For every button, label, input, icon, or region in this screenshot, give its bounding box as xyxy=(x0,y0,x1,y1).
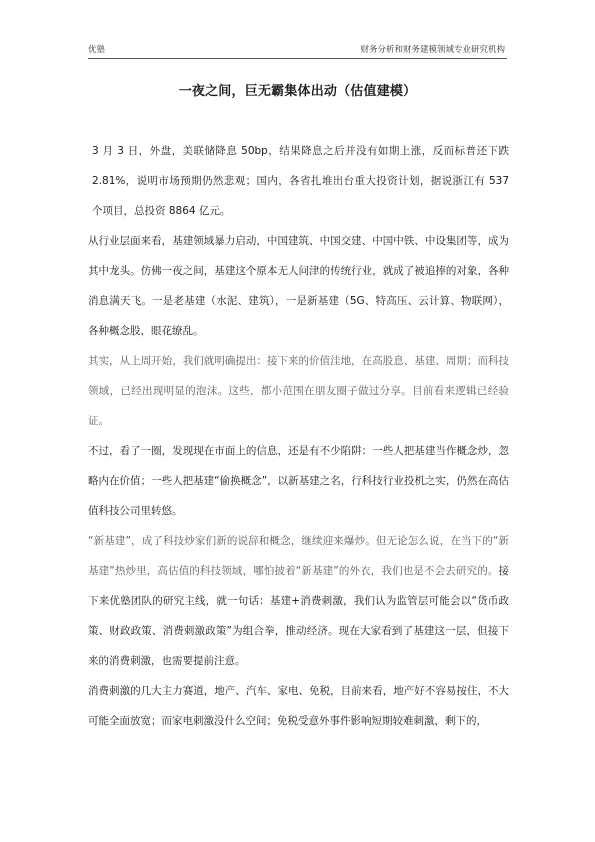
paragraph-1: 3 月 3 日，外盘，美联储降息 50bp，结果降息之后并没有如期上涨，反而标普还下跌 2.81%，说明市场预期仍然悲观；国内，各省扎堆出台重大投资计划，据说浙江有 537 个项目，总投资 8864 亿元。 xyxy=(92,145,509,217)
paragraph-6: 消费刺激的几大主力赛道，地产、汽车、家电、免税，目前来看，地产好不容易按住，不大可能全面放宽；而家电刺激没什么空间；免税受意外事件影响短期较难刺激，剩下的， xyxy=(88,685,509,727)
header-brand: 优塾 xyxy=(88,45,106,55)
header-tagline: 财务分析和财务建模领域专业研究机构 xyxy=(360,45,505,55)
paragraph-5-part-1: “新基建”，成了科技炒家们新的说辞和概念，继续迎来爆炒。但无论怎么说，在当下的“新基建”热炒里，高估值的科技领域，哪怕披着“新基建”的外衣，我们也是不会去研究的。 xyxy=(88,535,509,577)
article-title: 一夜之间，巨无霸集体出动（估值建模） xyxy=(178,84,417,99)
paragraph-5-part-2: 接下来优塾团队的研究主线，就一句话：基建+消费刺激，我们认为监管层可能会以“货币政策、财政政策、消费刺激政策”为组合拳，推动经济。现在大家看到了基建这一层，但接下来的消费刺激，也需要提前注意。 xyxy=(88,565,509,667)
article-body xyxy=(88,136,509,736)
paragraph-3: 其实，从上周开始，我们就明确提出：接下来的价值洼地，在高股息、基建、周期；而科技领域，已经出现明显的泡沫。这些，都小范围在朋友圈子做过分享。目前看来逻辑已经验证。 xyxy=(88,355,509,427)
page-header xyxy=(88,40,507,59)
paragraph-2: 从行业层面来看，基建领域暴力启动，中国建筑、中国交建、中国中铁、中设集团等，成为其中龙头。仿佛一夜之间，基建这个原本无人问津的传统行业，就成了被追捧的对象，各种消息满天飞。一是老基建（水泥、建筑），一是新基建（5G、特高压、云计算、物联网），各种概念股，眼花缭乱。 xyxy=(88,235,509,337)
paragraph-4: 不过，看了一圈，发现现在市面上的信息，还是有不少陷阱：一些人把基建当作概念炒，忽略内在价值；一些人把基建“偷换概念”，以新基建之名，行科技行业投机之实，仍然在高估值科技公司里转悠。 xyxy=(88,445,509,517)
paragraph-5 xyxy=(88,526,509,676)
